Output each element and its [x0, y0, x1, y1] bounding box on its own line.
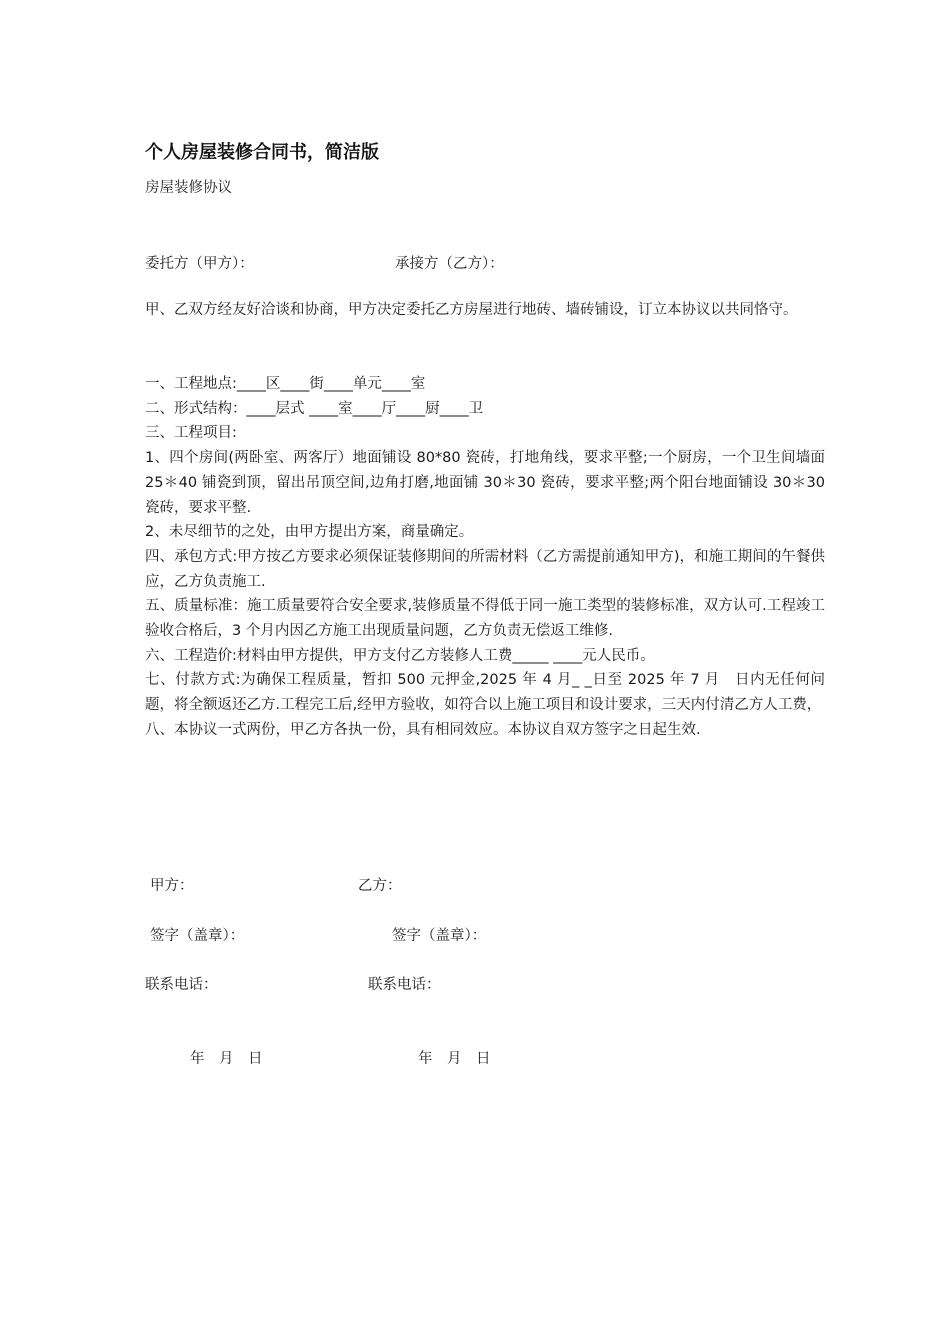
clause-copies: 八、本协议一式两份，甲乙方各执一份，具有相同效应。本协议自双方签字之日起生效. — [145, 721, 701, 738]
clause-project-heading: 三、工程项目: — [145, 425, 237, 442]
contractor-party-label: 承接方（乙方）： — [395, 256, 504, 272]
party-a-label: 甲方： — [150, 878, 194, 894]
party-b-label: 乙方： — [358, 878, 402, 894]
clause-payment: 七、付款方式:为确保工程质量，暂扣 500 元押金,2025 年 4 月_ _日至 2025 年 7 月 日内无任何问题，将全额返还乙方.工程完工后,经甲方验收，如符合以上施工项目和设计要求，三天内付清乙方人工费， — [145, 672, 825, 714]
intro-paragraph — [145, 298, 825, 323]
intro-text: 甲、乙双方经友好洽谈和协商，甲方决定委托乙方房屋进行地砖、墙砖铺设，订立本协议以共同恪守。 — [145, 302, 798, 318]
party-a-phone-label: 联系电话： — [145, 977, 218, 993]
clauses-list — [145, 372, 825, 743]
clause-contract-method: 四、承包方式:甲方按乙方要求必须保证装修期间的所需材料（乙方需提前通知甲方)，和施工期间的午餐供应，乙方负责施工. — [145, 548, 825, 590]
clause-quality-standard: 五、质量标准：施工质量要符合安全要求,装修质量不得低于同一施工类型的装修标准，双方认可.工程竣工验收合格后，3 个月内因乙方施工出现质量问题，乙方负责无偿返工维修. — [145, 598, 825, 640]
clause-project-item-1: 1、四个房间(两卧室、两客厅）地面铺设 80*80 瓷砖，打地角线，要求平整;一个厨房，一个卫生间墙面 25＊40 铺瓷到顶，留出吊顶空间,边角打磨,地面铺 30＊30 瓷砖，要求平整;两个阳台地面铺设 30＊30 瓷砖，要求平整. — [145, 450, 825, 516]
document-title: 个人房屋装修合同书，简洁版 — [145, 142, 379, 163]
party-a-date-label: 年 月 日 — [190, 1051, 263, 1067]
clause-structure: 二、形式结构：____层式 ____室____厅____厨____卫 — [145, 400, 484, 417]
party-b-signature-label: 签字（盖章）： — [392, 928, 487, 944]
document-subtitle: 房屋装修协议 — [145, 180, 232, 196]
party-b-phone-label: 联系电话： — [368, 977, 441, 993]
client-party-label: 委托方（甲方）： — [145, 256, 254, 272]
clause-location: 一、工程地点:____区____街____单元____室 — [145, 376, 426, 392]
clause-cost: 六、工程造价:材料由甲方提供，甲方支付乙方装修人工费_____ ____元人民币。 — [145, 647, 655, 664]
clause-project-item-2: 2、未尽细节的之处，由甲方提出方案，商量确定。 — [145, 524, 474, 541]
party-a-signature-label: 签字（盖章）： — [150, 928, 245, 944]
party-b-date-label: 年 月 日 — [418, 1051, 491, 1067]
